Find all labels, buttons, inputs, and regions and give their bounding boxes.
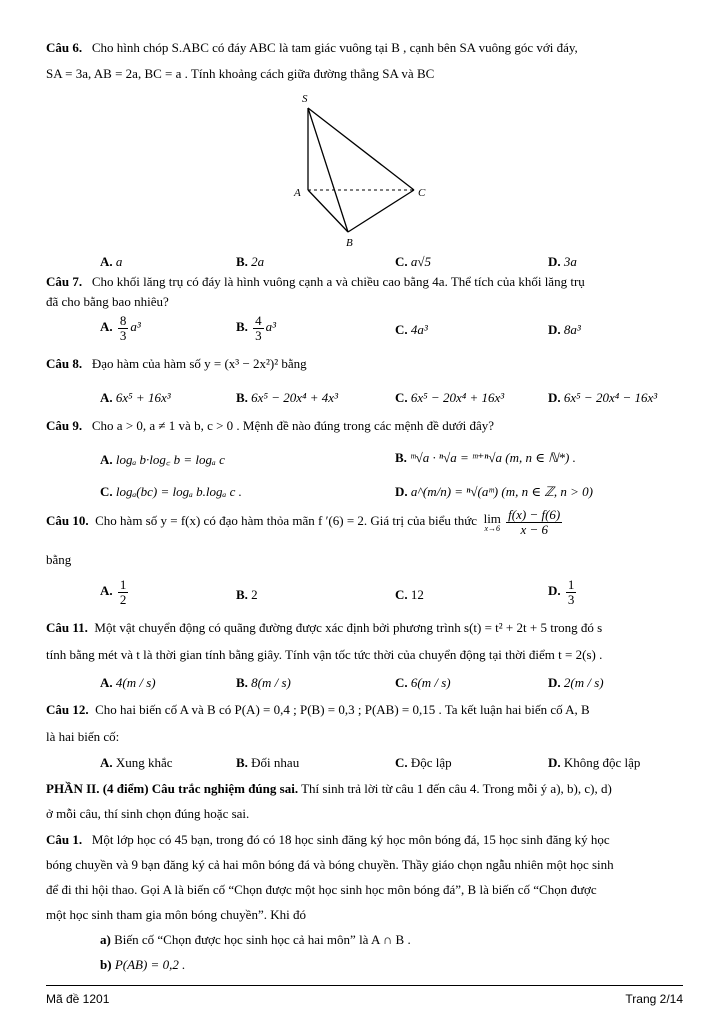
q11-option-a[interactable]: A. 4(m / s) [100, 675, 156, 690]
q8-number: Câu 8. [46, 356, 83, 371]
q8-option-b[interactable]: B. 6x⁵ − 20x⁴ + 4x³ [236, 390, 338, 405]
q9-line [46, 418, 494, 434]
part2-text2: ở mỗi câu, thí sinh chọn đúng hoặc sai. [46, 806, 250, 821]
q10-option-a[interactable]: A. $\frac{1}{2}$ [100, 577, 127, 607]
pyramid-figure [280, 90, 440, 250]
part2-text1: Thí sinh trả lời từ câu 1 đến câu 4. Trong mỗi ý a), b), c), d) [298, 781, 612, 796]
p2q1-text2: bóng chuyền và 9 bạn đăng ký cả hai môn bóng đá và bóng chuyền. Thầy giáo chọn ngẫu nhiên một học sinh [46, 857, 614, 872]
p2q1-item-a[interactable]: a) Biến cố “Chọn được học sinh học cả hai môn” là A ∩ B . [100, 932, 411, 947]
q10-fraction: $\frac{f(x) - f(6)}{x - 6}$ [508, 507, 561, 537]
q6-number: Câu 6. [46, 40, 83, 55]
q7-number: Câu 7. [46, 274, 83, 289]
q12-text1: Cho hai biến cố A và B có P(A) = 0,4 ; P(B) = 0,3 ; P(AB) = 0,15 . Ta kết luận hai biến cố A, B [95, 702, 590, 717]
q8-option-d[interactable]: D. 6x⁵ − 20x⁴ − 16x³ [548, 390, 658, 405]
q9-number: Câu 9. [46, 418, 83, 433]
q7-text1: Cho khối lăng trụ có đáy là hình vuông cạnh a và chiều cao bằng 4a. Thể tích của khối lăng trụ [91, 274, 585, 289]
q10-number: Câu 10. [46, 513, 89, 529]
q8-line [46, 356, 307, 372]
q11-option-d[interactable]: D. 2(m / s) [548, 675, 604, 690]
q11-option-b[interactable]: B. 8(m / s) [236, 675, 291, 690]
q10-limit: lim x→6 [483, 510, 501, 533]
p2q1-number: Câu 1. [46, 832, 83, 847]
q11-line1 [46, 620, 602, 636]
page-number: Trang 2/14 [625, 992, 683, 1006]
q11-option-c[interactable]: C. 6(m / s) [395, 675, 451, 690]
q7-option-b[interactable]: B. $\frac{4}{3}$ a³ [236, 313, 277, 343]
q6-text1: Cho hình chóp S.ABC có đáy ABC là tam giác vuông tại B , cạnh bên SA vuông góc với đáy, [91, 40, 578, 55]
q11-text2: tính bằng mét và t là thời gian tính bằng giây. Tính vận tốc tức thời của chuyển động tại thời điểm t = 2(s) . [46, 647, 603, 662]
q11-text1: Một vật chuyển động có quãng đường được xác định bởi phương trình s(t) = t² + 2t + 5 trong đó s [94, 620, 603, 635]
q12-option-b[interactable]: B. Đối nhau [236, 755, 300, 770]
q8-text: Đạo hàm của hàm số y = (x³ − 2x²)² bằng [91, 356, 307, 371]
page-footer [46, 985, 683, 1006]
q6-option-a[interactable]: A. a [100, 254, 123, 269]
vertex-label-a: A [294, 187, 301, 199]
q6-option-d[interactable]: D. 3a [548, 254, 577, 269]
q7-text2: đã cho bằng bao nhiêu? [46, 294, 169, 309]
q6-text2: SA = 3a, AB = 2a, BC = a . Tính khoảng cách giữa đường thẳng SA và BC [46, 66, 435, 81]
p2q1-text1: Một lớp học có 45 bạn, trong đó có 18 học sinh đăng ký học môn bóng đá, 15 học sinh đăng ký học [91, 832, 610, 847]
q11-number: Câu 11. [46, 620, 88, 635]
q12-option-c[interactable]: C. Độc lập [395, 755, 452, 770]
q7-line1 [46, 274, 585, 290]
q8-option-c[interactable]: C. 6x⁵ − 20x⁴ + 16x³ [395, 390, 505, 405]
q9-option-c[interactable]: C. logₐ(bc) = logₐ b.logₐ c . [100, 484, 242, 499]
q10-text: Cho hàm số y = f(x) có đạo hàm thỏa mãn f ′(6) = 2. Giá trị của biểu thức [95, 513, 478, 529]
q7-option-a[interactable]: A. $\frac{8}{3}$ a³ [100, 313, 141, 343]
q10-text2: bằng [46, 552, 72, 567]
q12-text2: là hai biến cố: [46, 729, 120, 744]
exam-code: Mã đề 1201 [46, 992, 110, 1006]
q6-option-b[interactable]: B. 2a [236, 254, 265, 269]
q10-line [46, 508, 564, 536]
q9-option-a[interactable]: A. logₐ b·log꜀ b = logₐ c [100, 452, 225, 467]
q7-option-c[interactable]: C. 4a³ [395, 322, 428, 337]
q8-option-a[interactable]: A. 6x⁵ + 16x³ [100, 390, 171, 405]
p2q1-text4: một học sinh tham gia môn bóng chuyền”. Khi đó [46, 907, 306, 922]
p2q1-line1 [46, 832, 610, 848]
q12-option-a[interactable]: A. Xung khắc [100, 755, 173, 770]
q10-option-b[interactable]: B. 2 [236, 587, 258, 602]
part2-heading: PHẦN II. (4 điểm) Câu trắc nghiệm đúng sai. [46, 781, 299, 796]
q6-option-c[interactable]: C. a√5 [395, 254, 432, 269]
vertex-label-c: C [418, 187, 426, 199]
q10-option-c[interactable]: C. 12 [395, 587, 424, 602]
p2q1-item-b[interactable]: b) P(AB) = 0,2 . [100, 957, 186, 972]
q6-line1 [46, 40, 578, 56]
p2q1-text3: để đi thi hội thao. Gọi A là biến cố “Chọn được một học sinh học môn bóng đá”, B là biến cố “Chọn được [46, 882, 597, 897]
q12-option-d[interactable]: D. Không độc lập [548, 755, 641, 770]
vertex-label-s: S [302, 93, 308, 105]
q9-option-d[interactable]: D. a^(m/n) = ⁿ√(aᵐ) (m, n ∈ ℤ, n > 0) [395, 484, 593, 499]
q10-option-d[interactable]: D. $\frac{1}{3}$ [548, 577, 575, 607]
vertex-label-b: B [346, 237, 353, 249]
q9-option-b[interactable]: B. ᵐ√a · ⁿ√a = ᵐ⁺ⁿ√a (m, n ∈ ℕ*) . [395, 450, 576, 465]
q7-option-d[interactable]: D. 8a³ [548, 322, 581, 337]
q12-line1 [46, 702, 590, 718]
part2-line1 [46, 781, 612, 797]
q12-number: Câu 12. [46, 702, 89, 717]
q9-text: Cho a > 0, a ≠ 1 và b, c > 0 . Mệnh đề nào đúng trong các mệnh đề dưới đây? [91, 418, 495, 433]
